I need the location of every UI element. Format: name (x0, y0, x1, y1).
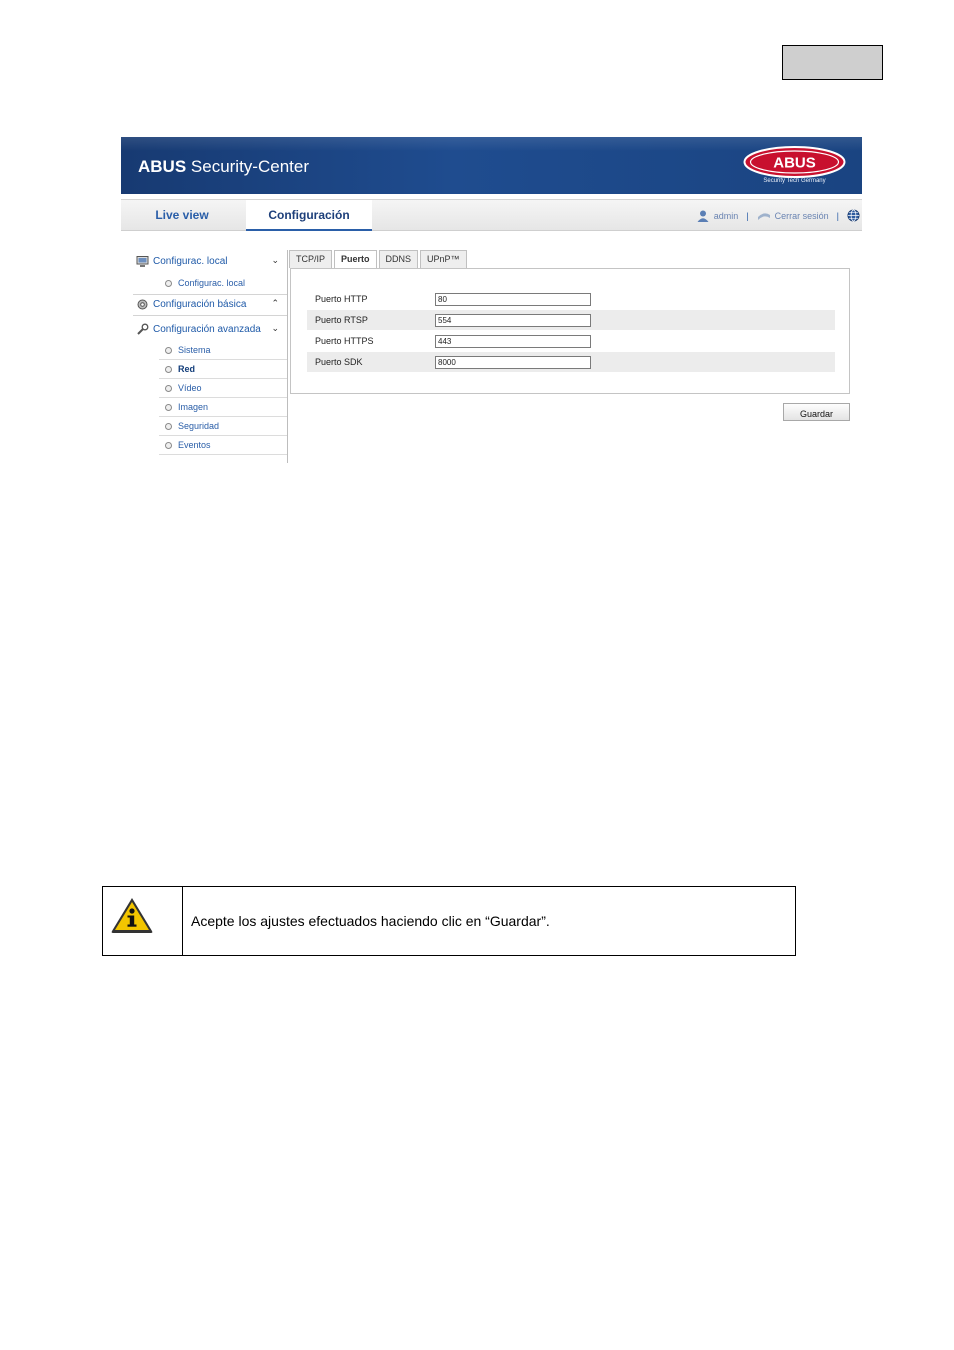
gear-icon (136, 298, 149, 311)
port-row-http (307, 289, 835, 309)
logout-icon (757, 211, 771, 221)
app-title: ABUS Security-Center (138, 157, 309, 176)
bullet-icon (165, 366, 172, 373)
computer-icon (136, 255, 149, 268)
sidebar-item-seguridad[interactable]: Seguridad (159, 417, 287, 436)
separator: | (746, 210, 749, 221)
sidebar-basic-label: Configuración básica (153, 298, 247, 310)
port-row-rtsp (307, 310, 835, 330)
bullet-icon (165, 280, 172, 287)
sidebar-item-sistema[interactable]: Sistema (159, 341, 287, 360)
sidebar-local-label: Configurac. local (153, 255, 228, 267)
tab-puerto[interactable]: Puerto (334, 250, 377, 269)
sidebar-basic-config[interactable] (133, 294, 287, 314)
chevron-up-icon: ⌃ (271, 298, 279, 308)
tab-ddns[interactable]: DDNS (379, 250, 419, 268)
top-navbar (121, 199, 862, 231)
sidebar-local-config[interactable] (133, 251, 287, 271)
rtsp-port-input[interactable] (435, 314, 591, 327)
port-row-sdk (307, 352, 835, 372)
user-area (697, 200, 862, 231)
port-label: Puerto SDK (315, 357, 363, 367)
bullet-icon (165, 442, 172, 449)
port-label: Puerto HTTP (315, 294, 368, 304)
port-label: Puerto HTTPS (315, 336, 374, 346)
save-button[interactable]: Guardar (783, 403, 850, 421)
port-row-https (307, 331, 835, 351)
sidebar-item-video[interactable]: Vídeo (159, 379, 287, 398)
abus-logo (743, 146, 846, 178)
bullet-icon (165, 385, 172, 392)
note-icon-cell (103, 887, 183, 955)
user-name[interactable]: admin (713, 210, 739, 221)
bullet-icon (165, 347, 172, 354)
tab-upnp[interactable]: UPnP™ (420, 250, 467, 268)
sidebar-advanced-label: Configuración avanzada (153, 323, 261, 335)
sidebar-item-red[interactable]: Red (159, 360, 287, 379)
chevron-down-icon: ⌄ (271, 323, 279, 333)
warning-info-icon (110, 896, 154, 934)
sidebar-item-imagen[interactable]: Imagen (159, 398, 287, 417)
sidebar-advanced-config[interactable] (133, 319, 287, 339)
sidebar-item-local-config[interactable]: Configurac. local (159, 274, 287, 292)
svg-text:ABUS: ABUS (773, 154, 816, 172)
wrench-icon (136, 323, 149, 336)
sdk-port-input[interactable] (435, 356, 591, 369)
settings-tabs (289, 250, 469, 268)
user-icon (697, 210, 709, 222)
note-text: Acepte los ajustes efectuados haciendo clic en “Guardar”. (191, 913, 550, 929)
port-settings-panel (290, 268, 850, 394)
logout-link[interactable]: Cerrar sesión (774, 210, 829, 221)
sidebar-item-eventos[interactable]: Eventos (159, 436, 287, 455)
http-port-input[interactable] (435, 293, 591, 306)
app-screenshot (121, 137, 862, 463)
divider (133, 315, 287, 316)
port-label: Puerto RTSP (315, 315, 368, 325)
globe-icon[interactable] (847, 209, 860, 222)
https-port-input[interactable] (435, 335, 591, 348)
logo-tagline: Security Tech Germany (763, 178, 826, 184)
separator: | (836, 210, 839, 221)
nav-configuracion[interactable]: Configuración (246, 200, 372, 231)
language-box (782, 45, 883, 80)
chevron-down-icon: ⌄ (271, 255, 279, 265)
sidebar (133, 250, 288, 463)
info-note (102, 886, 796, 956)
tab-tcpip[interactable]: TCP/IP (289, 250, 332, 268)
nav-live-view[interactable]: Live view (155, 208, 209, 222)
bullet-icon (165, 404, 172, 411)
header-banner (121, 137, 862, 194)
bullet-icon (165, 423, 172, 430)
